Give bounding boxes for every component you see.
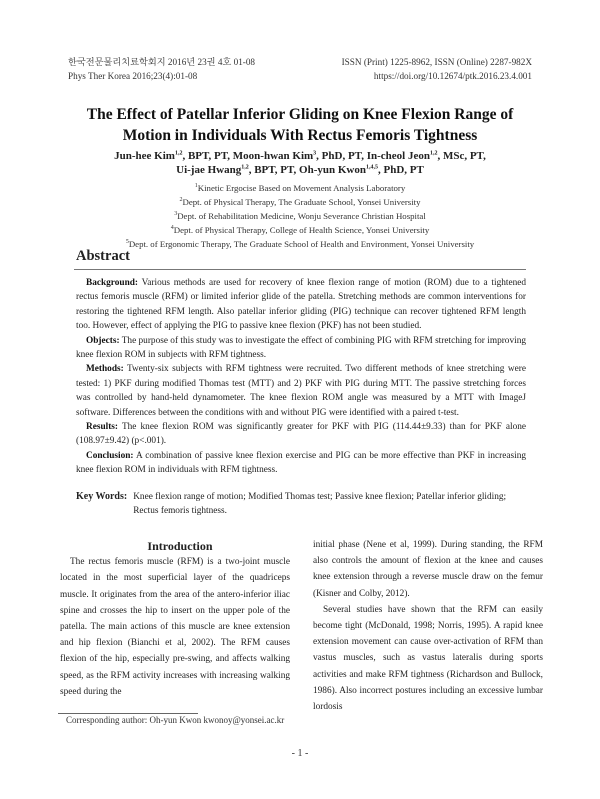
author-line-1 xyxy=(40,149,560,163)
abstract-background xyxy=(76,276,526,334)
affiliation-sup: 2 xyxy=(179,197,183,204)
author-name: Jun-hee Kim xyxy=(114,150,175,162)
author-affil-sup: 3 xyxy=(313,150,317,157)
intro-paragraph: The rectus femoris muscle (RFM) is a two-joint muscle located in the most superficial layer of the quadriceps muscle. It originates from the area of the antero-inferior iliac spine and crosses the hip to insert on the upper pole of the patella. The main actions of this muscle are knee extension and hip flexion (Bianchi et al, 2002). The RFM causes flexion of the hip, especially pre-swing, and affects walking speed, as the RFM activity increases with increasing walking speed during the xyxy=(60,557,290,697)
journal-header-right xyxy=(342,55,532,83)
intro-paragraph: initial phase (Nene et al, 1999). During standing, the RFM also controls the amount of flexion at the knee and causes knee extension through a reverse muscle draw on the femur (Kisner and Colby, 2012). xyxy=(313,540,543,599)
keywords xyxy=(76,490,526,518)
section-text: Twenty-six subjects with RFM tightness were recruited. Two different methods of knee stretching were tested: 1) PKF during modified Thomas test (MTT) and 2) PKF with PIG during MTT. The passive stretching forces was controlled by hand-held dynamometer. The knee flexion ROM angle was measured by a MTT with ImageJ software. Differences between the conditions with and without PIG were identified with a paired t-test. xyxy=(76,364,526,418)
column-left xyxy=(60,538,290,700)
author-affil-sup: 1,2 xyxy=(174,150,183,157)
title-line-2: Motion in Individuals With Rectus Femoris Tightness xyxy=(122,127,478,144)
affiliation-text: Dept. of Rehabilitation Medicine, Wonju Severance Christian Hospital xyxy=(177,211,426,221)
author-degrees: , BPT, PT, xyxy=(248,164,300,176)
footnote-divider xyxy=(58,713,198,714)
keywords-text: Knee flexion range of motion; Modified Thomas test; Passive knee flexion; Patellar inferior gliding; Rectus femoris tightness. xyxy=(133,492,507,516)
intro-paragraph: Several studies have shown that the RFM can easily become tight (McDonald, 1998; Norris, 1995). A rapid knee extension movement can cause over-activation of RFM than vastus muscles, such as vastus lateralis during sports activities and make RFM tightness (Richardson and Bullock, 1986). Also incorrect postures including an excessive lumbar lordosis xyxy=(313,604,543,713)
author-name: Ui-jae Hwang xyxy=(176,164,242,176)
introduction-heading: Introduction xyxy=(147,539,213,553)
journal-citation: Phys Ther Korea 2016;23(4):01-08 xyxy=(68,71,198,81)
affiliation-sup: 5 xyxy=(125,239,129,246)
section-text: Various methods are used for recovery of knee flexion range of motion (ROM) due to a tightened rectus femoris muscle (RFM) or limited inferior glide of the patella. Stretching methods are common interventions for restoring the tightened RFM length. Also patellar inferior gliding (PIG) technique can recover tightened RFM length too. However, effect of applying the PIG to passive knee flexion (PKF) has not been studied. xyxy=(76,278,526,332)
paper-title xyxy=(40,104,560,146)
corresponding-author-footnote: Corresponding author: Oh-yun Kwon kwonoy@yonsei.ac.kr xyxy=(66,715,285,725)
issn-line: ISSN (Print) 1225-8962, ISSN (Online) 2287-982X xyxy=(341,57,532,67)
column-right xyxy=(313,537,543,715)
section-label: Background: xyxy=(86,278,139,288)
affiliation-sup: 4 xyxy=(170,225,174,232)
affiliation-list xyxy=(40,181,560,251)
author-name: Moon-hwan Kim xyxy=(232,150,314,162)
abstract-objects xyxy=(76,334,526,363)
author-degrees: , PhD, PT xyxy=(378,164,424,176)
section-label: Objects: xyxy=(86,335,120,346)
affiliation-sup: 3 xyxy=(174,211,178,218)
section-label: Conclusion: xyxy=(86,450,134,461)
affiliation xyxy=(40,223,560,237)
section-text: The purpose of this study was to investigate the effect of combining PIG with RFM stretching for improving knee flexion ROM in subjects with RFM tightness. xyxy=(76,335,526,361)
affiliation xyxy=(40,195,560,209)
title-line-1: The Effect of Patellar Inferior Gliding on Knee Flexion Range of xyxy=(86,106,514,123)
abstract-body xyxy=(76,276,526,478)
page-number: - 1 - xyxy=(291,748,309,759)
author-name: Oh-yun Kwon xyxy=(299,164,366,176)
author-affil-sup: 1,4,5 xyxy=(366,164,378,171)
affiliation-sup: 1 xyxy=(194,183,198,190)
abstract-heading: Abstract xyxy=(76,248,130,264)
abstract-divider xyxy=(74,269,526,270)
author-affil-sup: 1,2 xyxy=(429,150,438,157)
section-label: Methods: xyxy=(86,364,124,375)
affiliation-text: Dept. of Ergonomic Therapy, The Graduate School of Health and Environment, Yonsei University xyxy=(128,239,475,249)
author-list xyxy=(40,149,560,177)
author-line-2 xyxy=(40,163,560,177)
author-degrees: , PhD, PT, xyxy=(316,150,367,162)
affiliation xyxy=(40,209,560,223)
section-text: A combination of passive knee flexion exercise and PIG can be more effective than PKF in increasing knee flexion ROM in individuals with RFM tightness. xyxy=(76,450,526,476)
journal-header-left xyxy=(68,55,255,83)
doi-link[interactable]: https://doi.org/10.12674/ptk.2016.23.4.001 xyxy=(373,71,532,81)
section-label: Results: xyxy=(86,422,119,433)
abstract-results xyxy=(76,420,526,449)
affiliation-text: Dept. of Physical Therapy, The Graduate School, Yonsei University xyxy=(182,197,421,207)
author-degrees: , MSc, PT, xyxy=(437,150,486,162)
affiliation-text: Dept. of Physical Therapy, College of Health Science, Yonsei University xyxy=(173,225,430,235)
author-degrees: , BPT, PT, xyxy=(182,150,233,162)
author-affil-sup: 1,2 xyxy=(241,164,249,171)
abstract-methods xyxy=(76,362,526,420)
section-text: The knee flexion ROM was significantly greater for PKF with PIG (114.44±9.33) than for PKF alone (108.97±9.42) (p<.001). xyxy=(76,422,526,447)
keywords-label: Key Words: xyxy=(76,491,128,502)
affiliation-text: Kinetic Ergocise Based on Movement Analysis Laboratory xyxy=(197,183,406,193)
abstract-conclusion xyxy=(76,449,526,478)
author-name: In-cheol Jeon xyxy=(366,150,430,162)
affiliation xyxy=(40,181,560,195)
journal-korean-citation: 한국전문물리치료학회지 2016년 23권 4호 01-08 xyxy=(68,57,256,67)
